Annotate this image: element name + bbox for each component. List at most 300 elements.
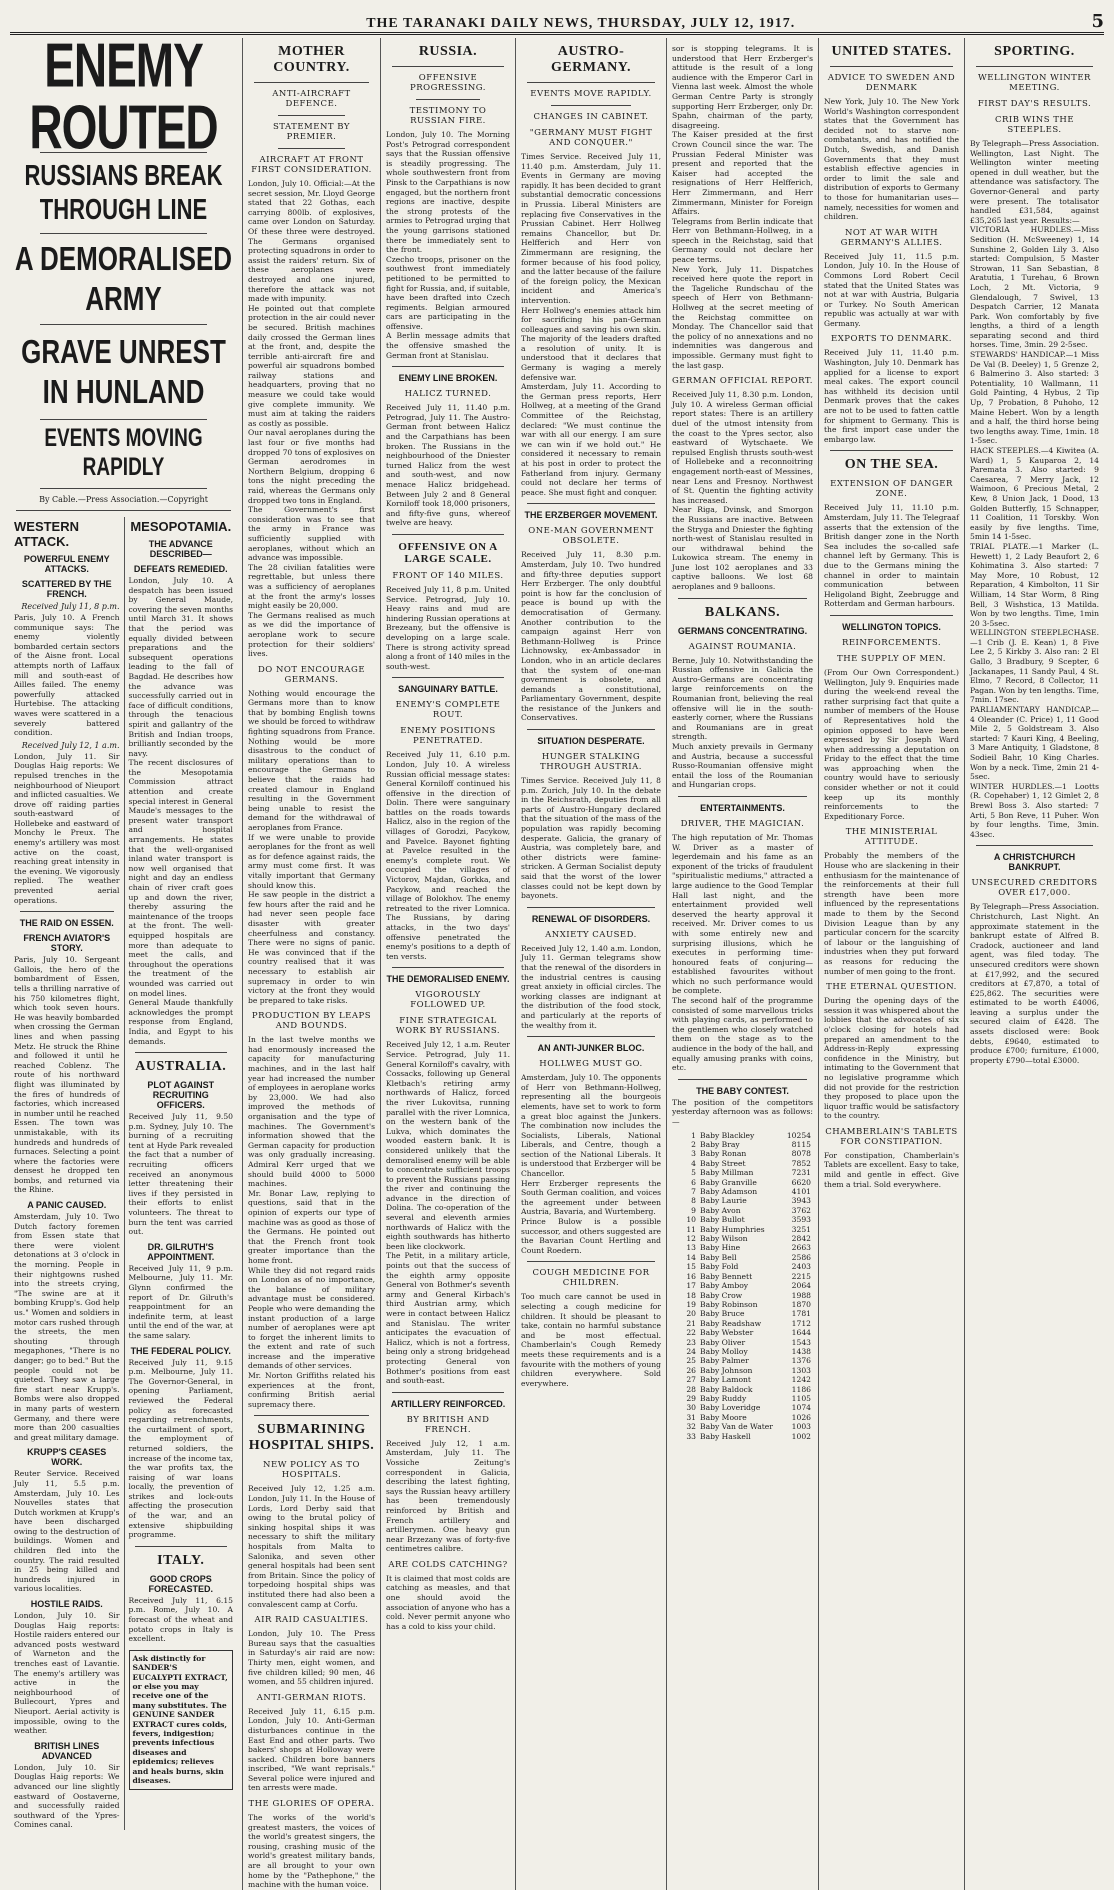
article-text: Near Riga, Dvinsk, and Smorgon the Russians are inactive. Between the Stryga and Dniester the fighting north-west of Stanislau resulted in our withdrawal behind the Lukowica stream. The enemy in June lost 102 aeroplanes and 33 captive balloons. We lost 68 aeroplanes and 9 balloons.	[672, 505, 813, 592]
rank-cell: 25	[686, 1356, 696, 1366]
table-row	[672, 1366, 813, 1375]
name-cell: Baby Wilson	[700, 1234, 748, 1244]
table-row	[672, 1432, 813, 1441]
name-cell: Baby Johnson	[700, 1365, 753, 1375]
divider	[551, 105, 631, 106]
votes-cell: 1438	[791, 1346, 811, 1356]
column-russia	[380, 38, 515, 1890]
subheading: ENEMY'S COMPLETE ROUT.	[395, 700, 501, 721]
rank-cell: 5	[691, 1168, 696, 1178]
divider	[40, 488, 207, 489]
article-text: Amsterdam, July 11. According to the German press reports, Herr Hollweg, at a meeting of the Grand Committee of the Reichstag, declared: "We must continue the war with all our energy. I am sure we can win if we hold out." He considered it necessary to remain at his post in order to protect the Fatherland from injury. Germany could not declare her terms of peace. She must fight and conquer.	[521, 382, 661, 497]
article-text: The works of the world's greatest masters, the voices of the world's greatest singers, the rousing, crashing music of the world's greatest military bands, are all brought to your own home by the "Pathephone," the machine with the human voice.	[248, 1813, 375, 1890]
australia-heading: AUSTRALIA.	[135, 1059, 227, 1075]
votes-cell: 2403	[791, 1262, 811, 1272]
table-row	[672, 1234, 813, 1243]
subheading: DRIVER, THE MAGICIAN.	[680, 818, 805, 829]
votes-cell: 2215	[791, 1271, 811, 1281]
article-text: Czecho troops, prisoner on the southwest front immediately petitioned to be permitted to fight for Russia, and, if suitable, have been drafted into Czech regiments. Belgian armoured cars are participating in the offensive.	[386, 254, 510, 331]
article-text: Received July 11, 6.15 p.m. London, July 10. Anti-German disturbances continue in the East End and other parts. Two bakers' shops at Holloway were sacked. Children bore banners inscribed, "We want reprisals." Several police were injured and ten arrests were made.	[248, 1706, 375, 1793]
subheading: DO NOT ENCOURAGE GERMANS.	[257, 664, 366, 685]
article-text: London, July 10. Sir Douglas Haig reports: We advanced our line slightly eastward of Oostaverne, and successfully raided southward of the Ypres-Comines canal.	[14, 1762, 120, 1830]
votes-cell: 2064	[791, 1281, 811, 1291]
votes-cell: 4101	[791, 1187, 811, 1197]
headline-events-moving: EVENTS MOVING RAPIDLY	[44, 425, 203, 482]
panic-caused-heading: A PANIC CAUSED.	[27, 1200, 107, 1211]
subheading: EVENTS MOVE RAPIDLY.	[530, 89, 652, 99]
mother-country-heading: MOTHER COUNTRY.	[273, 44, 350, 75]
table-row	[672, 1131, 813, 1140]
article-text: Received July 12, 1.25 a.m. London, July 11. In the House of Lords, Lord Derby said that owing to the brutal policy of sinking hospital ships it was necessary to shift the military hospitals from Malta to Salonika, and seven other general hospitals had been sent from Britain. Since the policy of torpedoing hospital ships was instituted there had also been a convalescent camp at Corfu.	[248, 1484, 375, 1609]
article-text: If we were unable to provide aeroplanes for the front as well as for defence against raids, the army must come first. It was vitally important that Germany should know this.	[248, 832, 375, 890]
subheading: NOT AT WAR WITH GERMANY'S ALLIES.	[840, 227, 943, 248]
subheading: BY BRITISH AND FRENCH.	[406, 1414, 490, 1435]
table-row	[672, 1309, 813, 1318]
subheading: CHANGES IN CABINET.	[533, 112, 649, 122]
subheading: ARE COLDS CATCHING?	[388, 1559, 508, 1570]
article-text: New York, July 10. The New York World's Washington correspondent states that the Government has decided not to starve non-combatants, and has notified the Dutch, Swedish, and Danish Governments that they must establish effective agencies in order to limit the sale and distribution of exports to Germany to those for humanitarian uses—namely, necessities for women and children.	[824, 97, 959, 222]
votes-cell: 1543	[791, 1337, 811, 1347]
name-cell: Baby Fold	[700, 1262, 739, 1272]
article-text: The Germans realised as much as we did the importance of aeroplane work to secure protection for their soldiers' lives.	[248, 610, 375, 659]
article-text: The position of the competitors yesterday afternoon was as follows:—	[672, 1097, 813, 1126]
rank-cell: 27	[686, 1375, 696, 1385]
headline-grave-unrest: GRAVE UNREST IN HUNLAND	[21, 331, 226, 411]
dateline: Received July 12, 1 a.m.	[21, 740, 120, 750]
votes-cell: 1105	[791, 1393, 811, 1403]
article-text: Received July 11, 11.5 p.m. London, July 10. In the House of Commons Lord Robert Cecil stated that the United States was not at war with Austria, Bulgaria or Turkey. No South American republic was actually at war with Germany.	[824, 251, 959, 328]
article-text: Received July 11, 9.50 p.m. Sydney, July 10. The burning of a recruiting tent at Hyde Park revealed the fact that a number of recruiting officers received an anonymous letter threatening their lives if they persisted in their efforts to enlist volunteers. The threat to burn the tent was carried out.	[128, 1112, 233, 1237]
divider	[416, 99, 480, 100]
rank-cell: 9	[691, 1205, 696, 1215]
subheading: ENEMY POSITIONS PENETRATED.	[400, 726, 496, 747]
subheading: HALICZ TURNED.	[404, 389, 492, 400]
subheading: STATEMENT BY PREMIER.	[272, 122, 350, 142]
enemy-line-heading: ENEMY LINE BROKEN.	[398, 373, 498, 384]
subheading: AGAINST ROUMANIA.	[688, 641, 797, 652]
rank-cell: 30	[686, 1403, 696, 1413]
subheading: REINFORCEMENTS.	[841, 637, 942, 648]
article-text: Received July 11, 6.15 p.m. Rome, July 10. A forecast of the wheat and potato crops in Italy is excellent.	[128, 1595, 233, 1644]
name-cell: Baby Readshaw	[700, 1318, 762, 1328]
table-row	[672, 1243, 813, 1252]
subheading: HUNGER STALKING THROUGH AUSTRIA.	[540, 752, 642, 773]
rank-cell: 13	[686, 1243, 696, 1253]
divider	[527, 503, 655, 504]
entertainments-heading: ENTERTAINMENTS.	[700, 802, 785, 813]
votes-cell: 1870	[791, 1299, 811, 1309]
votes-cell: 1242	[791, 1375, 811, 1385]
rank-cell: 22	[686, 1328, 696, 1338]
subheading: NEW POLICY AS TO HOSPITALS.	[263, 1460, 360, 1481]
table-row	[672, 1253, 813, 1262]
rank-cell: 16	[686, 1271, 696, 1281]
sporting-heading: SPORTING.	[994, 44, 1075, 59]
article-text: The Petit, in a military article, points out that the success of the eighth army opposite General von Bothmer's seventh army and General Kirbach's third Austrian army, which were in contact between Halicz and Stanislau. The writer anticipates the evacuation of Halicz, which is not a fortress, being only a strong bridgehead protecting General von Bothmer's positions from east and south-east.	[386, 1251, 510, 1386]
headline-enemy-routed: ENEMY ROUTED	[29, 29, 218, 163]
rank-cell: 17	[686, 1281, 696, 1291]
gilruth-sub: DR. GILRUTH'S APPOINTMENT.	[147, 1241, 215, 1262]
name-cell: Baby Oliver	[700, 1337, 746, 1347]
renewal-heading: RENEWAL OF DISORDERS.	[531, 913, 651, 924]
subheading: THE MINISTERIAL ATTITUDE.	[845, 827, 938, 848]
article-text: During the opening days of the session it was whispered about the lobbies that the advocates of six o'clock closing for hotels had prepared an amendment to the Address-in-Reply expressing confidence in the Ministry, but intimating to the Government that no legislative programme which did not provide for the restriction they proposed to place upon the liquor traffic would be satisfactory to the country.	[824, 996, 959, 1121]
votes-cell: 10254	[786, 1130, 811, 1140]
divider	[976, 66, 1093, 67]
subheading: COUGH MEDICINE FOR CHILDREN.	[532, 1268, 650, 1289]
rank-cell: 12	[686, 1234, 696, 1244]
name-cell: Baby Bennett	[700, 1271, 753, 1281]
subheading: FIRST DAY'S RESULTS.	[977, 99, 1092, 109]
votes-cell: 1003	[791, 1422, 811, 1432]
article-text: WELLINGTON STEEPLECHASE.—1 Crib (J. E. Kean) 1, 8 Five Lee 2, 5 Kirkby 3. Also ran: 2 El Gallo, 3 Bradbury, 9 Scepter, 6 Jackanapes, 11 Sandy Paul, 4 St. Elmo, 7 Record, 8 Collector, 11 Pagan. Won by ten lengths. Time, 7min. 17sec.	[970, 628, 1099, 705]
subheading: AIR RAID CASUALTIES.	[254, 1615, 369, 1626]
mesopotamia-sub: THE ADVANCE DESCRIBED—	[148, 539, 213, 559]
votes-cell: 8078	[791, 1149, 811, 1159]
australia-sub: PLOT AGAINST RECRUITING OFFICERS.	[147, 1080, 215, 1111]
table-row	[672, 1338, 813, 1347]
subheading: ONE-MAN GOVERNMENT OBSOLETE.	[528, 526, 654, 547]
divider	[830, 615, 953, 616]
article-text: London, July 10. A despatch has been issued by General Maude, covering the seven months until March 31. It shows that the period was equally divided between preparations and the subsequent operations leading to the fall of Bagdad. He describes how the advance was successfully carried out in face of difficult conditions, through the tenacious spirit and gallantry of the British and Indian troops, brilliantly seconded by the navy.	[128, 576, 233, 758]
subheading: GERMAN OFFICIAL REPORT.	[672, 376, 814, 387]
name-cell: Baby Granville	[700, 1177, 757, 1187]
subheading: WELLINGTON WINTER MEETING.	[978, 73, 1091, 93]
western-attack-heading: WESTERN ATTACK.	[14, 519, 79, 549]
divider	[392, 66, 504, 67]
article-text: Received July 11, 11.10 p.m. Amsterdam, July 11. The Telegraaf asserts that the extension of the British danger zone in the North Sea includes the so-called safe channel left by Germany. This is due to the Germans mining the channel in order to maintain communication between Heligoland Bight, Zeebrugge and Rotterdam and German harbours.	[824, 503, 959, 609]
subheading: VIGOROUSLY FOLLOWED UP.	[410, 990, 486, 1011]
article-text: By Telegraph—Press Association. Wellington, Last Night. The Wellington winter meeting opened in dull weather, but the attendance was satisfactory. The Governor-General and party were present. The totalisator handled £31,584, against £35,265 last year. Results:—	[970, 139, 1099, 225]
submarining-heading: SUBMARINING HOSPITAL SHIPS.	[248, 1422, 375, 1454]
votes-cell: 6620	[791, 1177, 811, 1187]
rank-cell: 15	[686, 1262, 696, 1272]
column-united-states	[818, 38, 964, 1890]
article-text: He saw people in the district a few hours after the raid and he had never seen people face disaster with greater cheerfulness and constancy. There were no signs of panic. He was convinced that if the country realised that it was necessary to establish air supremacy in order to win victory at the front they would be prepared to take risks.	[248, 890, 375, 1005]
subheading: GERMANS CONCENTRATING.	[677, 625, 808, 636]
table-row	[672, 1281, 813, 1290]
rank-cell: 23	[686, 1337, 696, 1347]
article-text: The Government's first consideration was to see that the army in France was sufficiently supplied with aeroplanes, without which an advance was impossible.	[248, 505, 375, 563]
name-cell: Baby Robinson	[700, 1299, 758, 1309]
article-text: The recent disclosures of the Mesopotamia Commission attract attention and create special interest in General Maude's messages to the present water transport and hospital arrangements. He states that the well-organised inland water transport is now well organised that night and day an endless chain of river craft goes up and down the river, thereby assuring the maintenance of the troops at the front. The well-equipped hospitals are more than adequate to meet the calls, and throughout the operations the treatment of the wounded was carried out on model lines.	[128, 758, 233, 998]
rank-cell: 7	[691, 1187, 696, 1197]
table-row	[672, 1196, 813, 1205]
article-text: The second half of the programme consisted of some marvellous tricks with playing cards, as performed to the gentlemen who closely watched them on the stage as to the audience in the body of the hall, and equally amusing pranks with coins, etc.	[672, 996, 813, 1073]
divider	[678, 598, 807, 599]
article-text: The Kaiser presided at the first Crown Council since the war. The Prussian Federal Minister was present and reported that the Kaiser had accepted the resignations of Herr Helfferich, Herr Zimmermann, and Herr Zimmermann, Minister for Foreign Affairs.	[672, 130, 813, 217]
columns	[10, 29, 1104, 1890]
votes-cell: 2586	[791, 1252, 811, 1262]
votes-cell: 1186	[791, 1384, 811, 1394]
headline-demoralised-army: A DEMORALISED ARMY	[14, 238, 233, 318]
rank-cell: 18	[686, 1290, 696, 1300]
name-cell: Baby Adamson	[700, 1187, 758, 1197]
article-text: Received July 11, 11.40 p.m. Washington, July 10. Denmark has applied for a license to export meal cakes. The export council has withheld its decision until Denmark proves that the cakes are not to be used to fatten cattle for shipment to Germany. This is the first import case under the embargo law.	[824, 348, 959, 444]
name-cell: Baby Blackley	[700, 1130, 755, 1140]
divider	[254, 82, 369, 83]
article-text: Received July 11, 11.40 p.m. Petrograd, July 11. The Austro-German front between Halicz and the Carpathians has been broken. The Russians in the neighbourhood of the Dniester turned Halicz from the west and south-west, and now menace Halicz bridgehead. Between July 2 and 8 General Korniloff took 18,000 prisoners, and fifty-five guns, whereof twelve are heavy.	[386, 403, 510, 528]
name-cell: Baby Haskell	[700, 1431, 751, 1441]
column-mother-country	[242, 38, 380, 1890]
rank-cell: 21	[686, 1318, 696, 1328]
table-row	[672, 1272, 813, 1281]
name-cell: Baby Hine	[700, 1243, 741, 1253]
table-row	[672, 1319, 813, 1328]
subheading: UNSECURED CREDITORS OVER £17,000.	[971, 878, 1098, 899]
subheading: ANTI-GERMAN RIOTS.	[256, 1692, 367, 1703]
article-text: Times Service. Received July 11, 11.40 p.m. Amsterdam, July 11. Events in Germany are moving rapidly. It has been decided to grant substantial democratic concessions in Prussia. Liberal Ministers are replacing five Conservatives in the Prussian Cabinet. Herr Hollweg remains Chancellor, but Dr. Helfferich and Herr von Zimmermann are resigning, the former because of his food policy, and the latter because of the failure of the foreign policy, the Mexican incident and America's intervention.	[521, 152, 661, 305]
table-row	[672, 1178, 813, 1187]
name-cell: Baby Moore	[700, 1412, 747, 1422]
name-cell: Baby Bell	[700, 1252, 737, 1262]
article-text: He pointed out that complete protection in the air could never be secured. British machines daily crossed the German lines at the front, and, despite the terrible anti-aircraft fire and powerful air squadrons bombed railway stations and headquarters, proving that no measure we could take would give complete immunity. We must aim at taking the raiders as costly as possible.	[248, 303, 375, 428]
subheading: ANTI-AIRCRAFT DEFENCE.	[272, 89, 351, 109]
article-text: Paris, July 10. Sergeant Gallois, the hero of the bombardment of Essen, tells a thrilling narrative of his 750 kilometres flight, which took seven hours. He was heavily bombarded when crossing the German lines and when passing Metz. He struck the Rhine and followed it until he reached Coblenz. The route of his northward flight was illuminated by the fires of hundreds of factories, which increased in number until he reached Essen. The town was unmistakable, with its hundreds and hundreds of furnaces. Selecting a point where the factories were densest he dropped ten bombs, and returned via the Rhine.	[14, 955, 120, 1195]
divider	[16, 510, 231, 511]
table-row	[672, 1206, 813, 1215]
divider	[527, 82, 655, 83]
votes-cell: 1074	[791, 1403, 811, 1413]
name-cell: Baby Loveridge	[700, 1403, 761, 1413]
article-text: VICTORIA HURDLES.—Miss Sedition (H. McSweeney) 1, 14 Sunshine 2, Golden Lily 3. Also started: Compulsion, 5 Master Strowan, 11 San Sebastian, 8 Aratutia, 1 Turehau, 6 Brown Loch, 2 Mt. Victoria, 9 Glendalough, 7 Swivel, 13 Despatch Carrier, 12 Manata Park. Won comfortably by five lengths, a third of a length separating second and third horses. Time, 3min. 29 2-5sec.	[970, 225, 1099, 350]
divider	[527, 907, 655, 908]
name-cell: Baby Molloy	[700, 1346, 748, 1356]
subheading: CHAMBERLAIN'S TABLETS FOR CONSTIPATION.	[825, 1126, 958, 1147]
rank-cell: 24	[686, 1346, 696, 1356]
krupps-heading: KRUPP'S CEASES WORK.	[27, 1447, 107, 1468]
article-text: By Telegraph—Press Association. Christchurch, Last Night. An approximate statement in the bankrupt estate of Alfred B. Cradock, auctioneer and land agent, was filed today. The unsecured creditors were shown at £17,992, and the secured creditors at £7,870, a total of £25,862. The securities were estimated to be worth £4006, leaving a surplus under the secured claim of £428. The assets disclosed were: Book debts, £9640, estimated to produce £700; furniture, £1000, property £790—total £3000.	[970, 902, 1099, 1065]
votes-cell: 1781	[791, 1309, 811, 1319]
war-news-split	[10, 517, 237, 1830]
artillery-heading: ARTILLERY REINFORCED.	[390, 1398, 506, 1409]
votes-cell: 2842	[791, 1234, 811, 1244]
name-cell: Baby Laurie	[700, 1196, 747, 1206]
divider	[392, 677, 504, 678]
rank-cell: 1	[691, 1130, 696, 1140]
article-text: Times Service. Received July 11, 8 p.m. Zurich, July 10. In the debate in the Reichsrath, deputies from all parts of Austro-Hungary declared that the situation of the mass of the population was rapidly becoming desperate. Galicia, the granary of Austria, was completely bare, and other districts were famine-stricken. A German Socialist deputy said that the worst of the lower classes could not be kept down by bayonets.	[521, 776, 661, 901]
article-text: While they did not regard raids on London as of no importance, the balance of military advantage must be considered. People who were demanding the instant production of a large number of aeroplanes were apt to forget the inherent limits to the extent and rate of such increase and the imperative demands of other services.	[248, 1265, 375, 1371]
divider	[392, 534, 504, 535]
table-row	[672, 1385, 813, 1394]
baby-contest-table	[672, 1131, 813, 1441]
article-text: Prince Bulow is a possible successor, and others suggested are the Bavarian Count Hertling and Count Roedern.	[521, 1217, 661, 1255]
name-cell: Baby Humphries	[700, 1224, 765, 1234]
divider	[392, 1392, 504, 1393]
wellington-topics-heading: WELLINGTON TOPICS.	[842, 621, 941, 632]
table-row	[672, 1187, 813, 1196]
name-cell: Baby Bray	[700, 1140, 740, 1149]
rank-cell: 14	[686, 1252, 696, 1262]
name-cell: Baby Amboy	[700, 1281, 749, 1291]
balkans-heading: BALKANS.	[704, 604, 781, 620]
article-text: Mr. Bonar Law, replying to questions, said that in the opinion of experts our type of machine was as good as those of the Germans. He pointed out that the French front took greater importance than the home front.	[248, 1188, 375, 1265]
votes-cell: 1026	[791, 1412, 811, 1422]
subheading: FRONT OF 140 MILES.	[392, 570, 504, 581]
subheading: THE GLORIES OF OPERA.	[248, 1799, 375, 1810]
article-text: Received July 12, 1 a.m. Amsterdam, July 11. The Vossiche Zeitung's correspondent in Galicia, describing the latest fighting, says the Russian heavy artillery has been tremendously reinforced by British and French artillery and artillerymen. One heavy gun near Brzezany was of forty-five centimetres calibre.	[386, 1438, 510, 1554]
rank-cell: 20	[686, 1309, 696, 1319]
votes-cell: 7231	[791, 1168, 811, 1178]
divider	[527, 1261, 655, 1262]
rank-cell: 10	[686, 1215, 696, 1225]
table-row	[672, 1375, 813, 1384]
divider	[678, 796, 807, 797]
article-text: WINTER HURDLES.—1 Lootts (R. Copehaber) 1, 12 Gimlet 2, 8 Brewl Boss 3. Also started: 7 Arti, 5 Bon Reve, 11 Puher. Won by four lengths. Time, 3min. 43sec.	[970, 781, 1099, 839]
article-text: Mr. Norton Griffiths related his experiences at the front, confirming British aerial supremacy there.	[248, 1371, 375, 1409]
rank-cell: 11	[686, 1224, 696, 1234]
rank-cell: 28	[686, 1384, 696, 1394]
anti-junker-heading: AN ANTI-JUNKER BLOC.	[537, 1043, 645, 1054]
rank-cell: 33	[686, 1431, 696, 1441]
hostile-raids-heading: HOSTILE RAIDS.	[30, 1599, 103, 1610]
column-austro-germany	[515, 38, 666, 1890]
table-row	[672, 1300, 813, 1309]
article-text: HACK STEEPLES.—4 Kiwitea (A. Ward) 1, 5 Kauparoa 2, 14 Paremata 3. Also started: 9 Caesarea, 7 Merry Jack, 12 Waimoon, 6 Precious Metal, 2 Kew, 8 Union Jack, 1 Dood, 13 Golden Butterfly, 15 Schnapper, 11 Coalition, 11 Torskby. Won easily by five lengths. Time, 5min 14 1-5sec.	[970, 446, 1099, 542]
divider	[40, 233, 207, 234]
table-row	[672, 1422, 813, 1431]
votes-cell: 2663	[791, 1243, 811, 1253]
divider	[278, 115, 345, 116]
name-cell: Baby Ruddy	[700, 1393, 747, 1403]
name-cell: Baby Street	[700, 1158, 746, 1168]
baby-contest-heading: THE BABY CONTEST.	[696, 1085, 789, 1096]
subheading: ADVICE TO SWEDEN AND DENMARK	[827, 73, 956, 93]
page-number: 5	[1091, 11, 1104, 32]
divider	[254, 1415, 369, 1416]
votes-cell: 1644	[791, 1328, 811, 1338]
votes-cell: 7852	[791, 1158, 811, 1168]
name-cell: Baby Palmer	[700, 1356, 749, 1366]
subheading: ANXIETY CAUSED.	[545, 929, 637, 940]
divider	[392, 366, 504, 367]
name-cell: Baby Bruce	[700, 1309, 745, 1319]
divider	[278, 148, 345, 149]
article-text: London, July 10. Official:—At the secret session, Mr. Lloyd George stated that 22 Gothas, each carrying 800lb. of explosives, came over London on Saturday. Of these three were destroyed. The Germans organised protecting squadrons in order to assist the raiders' return. Six of these aeroplanes were destroyed and one injured, therefore the attack was not made with impunity.	[248, 179, 375, 304]
subheading: CRIB WINS THE STEEPLES.	[994, 115, 1075, 135]
situation-heading: SITUATION DESPERATE.	[537, 736, 645, 747]
divider	[678, 1079, 807, 1080]
name-cell: Baby Bullot	[700, 1215, 745, 1225]
aviator-story-sub: FRENCH AVIATOR'S STORY.	[23, 933, 111, 954]
article-text: For constipation, Chamberlain's Tablets are excellent. Easy to take, mild and gentle in effect. Give them a trial. Sold everywhere.	[824, 1150, 959, 1189]
rank-cell: 3	[691, 1149, 696, 1159]
divider	[392, 967, 504, 968]
votes-cell: 1988	[791, 1290, 811, 1300]
column-continued	[666, 38, 818, 1890]
italy-heading: ITALY.	[157, 1552, 205, 1568]
article-text: Telegrams from Berlin indicate that Herr von Bethmann-Hollweg, in a speech in the Reichstag, said that Germany could not declare her peace terms.	[672, 216, 813, 265]
mesopotamia-column	[124, 517, 238, 1830]
article-text: Probably the members of the House who are slackening in their enthusiasm for the maintenance of the reinforcements at their full strength have been more influenced by the representations made to them by the Second Division League than by any particular concern for the scarcity of labour or the languishing of industries when they put forward as reasons for reducing the number of men going to the front.	[824, 851, 959, 976]
demoralised-heading: THE DEMORALISED ENEMY.	[386, 974, 510, 985]
name-cell: Baby Webster	[700, 1328, 754, 1338]
mesopotamia-heading: MESOPOTAMIA.	[130, 519, 232, 534]
article-text: London, July 11. Sir Douglas Haig reports: We repulsed trenches in the neighbourhood of Nieuport and inflicted casualties. We drove off raiding parties south-eastward of Hollebeke and eastward of Monchy le Preux. The enemy's artillery was most active on the coast, reaching great intensity in the evening. We vigorously replied. The weather prevented aerial operations.	[14, 751, 120, 905]
divider	[135, 1546, 228, 1547]
article-text: Nothing would encourage the Germans more than to know that by bombing English towns we should be forced to withdraw fighting squadrons from France. Nothing would be more disastrous to the conduct of military operations than to encourage the Germans to believe that the raids had created clamour in England resulting in the Government being unable to resist the demand for the withdrawal of aeroplanes from France.	[248, 688, 375, 832]
masthead-title: THE TARANAKI DAILY NEWS, THURSDAY, JULY 12, 1917.	[366, 16, 796, 31]
article-text: STEWARDS' HANDICAP.—1 Miss De Val (B. Deeley) 1, 5 Grenze 2, 6 Balmerino 3. Also started: 3 Potentiality, 10 Wallmann, 11 Gold Painting, 4 Hybus, 2 Tip Up, 7 Probation, 8 Puhoho, 12 Maine Hebert. Won by a length and a half, the third horse being two lengths away. Time, 1min. 18 1-5sec.	[970, 350, 1099, 446]
dateline: Received July 11, 8 p.m.	[21, 602, 120, 611]
rank-cell: 8	[691, 1196, 696, 1206]
table-row	[672, 1403, 813, 1412]
article-text: It is claimed that most colds are catching as measles, and that one should avoid the association of anyone who has a cold. Never permit anyone who has a cold to kiss your child.	[386, 1573, 510, 1631]
subheading: EXPORTS TO DENMARK.	[831, 334, 952, 345]
article-text: Received July 12, 1 a.m. Reuter Service. Petrograd, July 11. General Korniloff's cavalry, with Cossacks, following up General Kletbach's retiring army northwards of Halicz, forced the river Lukovitsa, running parallel with the river Lomnica, on the western bank of the Lukva, which dominates the wooded eastern bank. It is considered unlikely that the demoralised enemy will be able to concentrate sufficient troops to prevent the Russians passing the river and continuing the advance in the direction of Dolina. The co-operation of the several and eleventh armies northwards of Halicz with the eighth southwards has hitherto been like clockwork.	[386, 1040, 510, 1251]
column-war-news	[10, 29, 242, 1890]
article-text: Received July 12, 1.40 a.m. London, July 11. German telegrams show that the renewal of the disorders in the industrial centres is causing great anxiety in official circles. The working classes are indignant at the distribution of the food stock, and particularly at the reports of the wealthy from it.	[521, 943, 661, 1030]
divider	[527, 1036, 655, 1037]
subheading: THE ETERNAL QUESTION.	[826, 982, 957, 993]
name-cell: Baby Ronan	[700, 1149, 747, 1159]
article-text: Herr Hollweg's enemies attack him for sacrificing his pan-German colleagues and saving his own skin. The majority of the leaders drafted a resolution of unity. It is understood that it declares that Germany is waging a merely defensive war.	[521, 305, 661, 382]
united-states-heading: UNITED STATES.	[831, 44, 952, 59]
article-text: Received July 11, 8.30 p.m. Amsterdam, July 10. Two hundred and fifty-three deputies support Herr Erzberger. The only doubtful point is how far the conclusion of peace is bound up with the democratisation of Germany. Another contribution to the campaign against Herr von Bethmann-Hollweg is Prince Lichnowsky, ex-Ambassador in London, who in an article declares that the system of one-man government is obsolete, and demands a constitutional, Parliamentary Government, despite the resistance of the Junkers and Conservatives.	[521, 550, 661, 723]
votes-cell: 3251	[791, 1224, 811, 1234]
rank-cell: 6	[691, 1177, 696, 1187]
table-row	[672, 1140, 813, 1149]
article-text: Reuter Service. Received July 11, 5.5 p.m. Amsterdam, July 10. Les Nouvelles states that Dutch workmen at Krupp's have been discharged owing to the destruction of buildings. Women and children fled into the country. The raid resulted in 25 being killed and hundreds injured in various localities.	[14, 1469, 120, 1594]
table-row	[672, 1149, 813, 1158]
advertisement-sanders: Ask distinctly for SANDER'S EUCALYPTI EXTRACT, or else you may receive one of the many substitutes. The GENUINE SANDER EXTRACT cures colds, fevers, indigestion; prevents infectious diseases and epidemics; relieves and heals burns, skin diseases.	[129, 1650, 234, 1790]
name-cell: Baby Millman	[700, 1168, 754, 1178]
subheading: FINE STRATEGICAL WORK BY RUSSIANS.	[395, 1016, 501, 1037]
votes-cell: 1002	[791, 1431, 811, 1441]
subheading: TESTIMONY TO RUSSIAN FIRE.	[409, 106, 487, 126]
article-text: Amsterdam, July 10. The opponents of Herr von Bethmann-Hollweg, representing all the bourgeois elements, have set to work to form a great bloc against the Junkers. The combination now includes the Socialists, Liberals, National Liberals, and Centre, though a section of the National Liberals. It is understood that Erzberger will be Chancellor.	[521, 1073, 661, 1179]
divider	[20, 911, 114, 912]
article-text: Received July 11, 9 p.m. Melbourne, July 11. Mr. Glynn confirmed the report of Dr. Gilruth's reappointment for an indefinite term, at least until the end of the war, at the same salary.	[128, 1263, 233, 1340]
table-row	[672, 1159, 813, 1168]
on-the-sea-heading: ON THE SEA.	[844, 457, 939, 473]
divider	[135, 1052, 228, 1053]
table-row	[672, 1225, 813, 1234]
votes-cell: 3593	[791, 1215, 811, 1225]
rank-cell: 26	[686, 1365, 696, 1375]
article-text: sor is stopping telegrams. It is understood that Herr Erzberger's attitude is the result of a long audience with the Emperor Carl in Vienna last week. Almost the whole German Centre Party is strongly supporting Herr Erzberger, only Dr. Spahn, chairman of the party, disagreeing.	[672, 44, 813, 130]
divider	[40, 419, 207, 420]
headline-russians-break: RUSSIANS BREAK THROUGH LINE	[24, 159, 223, 226]
austro-germany-heading: AUSTRO-GERMANY.	[550, 44, 632, 75]
subheading: AIRCRAFT AT FRONT FIRST CONSIDERATION.	[251, 155, 372, 175]
votes-cell: 3943	[791, 1196, 811, 1206]
table-row	[672, 1291, 813, 1300]
russia-heading: RUSSIA.	[418, 44, 478, 59]
british-lines-heading: BRITISH LINES ADVANCED	[34, 1740, 100, 1761]
article-text: Much anxiety prevails in Germany and Austria, because a successful Russo-Roumanian offensive might entail the loss of the Roumanian and Hungarian crops.	[672, 742, 813, 790]
table-row	[672, 1328, 813, 1337]
subheading: PRODUCTION BY LEAPS AND BOUNDS.	[251, 1011, 372, 1032]
article-text: The 28 civilian fatalities were regrettable, but unless there was a sufficiency of aeroplanes at the front the army's losses might easily be 20,000.	[248, 562, 375, 611]
subheading: HOLLWEG MUST GO.	[539, 1059, 643, 1070]
offensive-heading: OFFENSIVE ON A LARGE SCALE.	[398, 540, 498, 565]
article-text: Too much care cannot be used in selecting a cough medicine for children. It should be pleasant to take, contain no harmful substance and be most effectual. Chamberlain's Cough Remedy meets these requirements and is a favourite with the mothers of young children everywhere. Sold everywhere.	[521, 1292, 661, 1388]
article-text: A Berlin message admits that the offensive smashed the German front at Stanislau.	[386, 331, 510, 360]
name-cell: Baby Van de Water	[700, 1422, 773, 1432]
votes-cell: 3762	[791, 1205, 811, 1215]
article-text: New York, July 11. Dispatches received here quote the report in the Tageliche Rundschau of the speech of Herr von Bethmann-Hollweg at the secret meeting of the Reichstag committee on Monday. The Chancellor said that the policy of no annexations and no indemnities was dangerous and impossible. Germany must fight to the last gasp.	[672, 264, 813, 370]
raid-essen-heading: THE RAID ON ESSEN.	[19, 918, 114, 929]
divider	[40, 324, 207, 325]
article-text: In the last twelve months we had enormously increased the capacity for manufacturing machines, and in the last half year had increased the number of employees in aeroplane works by 23,000. We had also improved the methods of organisation and the type of machines. The Government's information showed that the German capacity for production was only gradually increasing. Admiral Kerr urged that we should build 4000 to 5000 machines.	[248, 1035, 375, 1189]
bankrupt-heading: A CHRISTCHURCH BANKRUPT.	[993, 852, 1076, 873]
table-row	[672, 1347, 813, 1356]
subheading: THE SUPPLY OF MEN.	[837, 653, 946, 664]
rank-cell: 31	[686, 1412, 696, 1422]
rank-cell: 29	[686, 1393, 696, 1403]
table-row	[672, 1215, 813, 1224]
